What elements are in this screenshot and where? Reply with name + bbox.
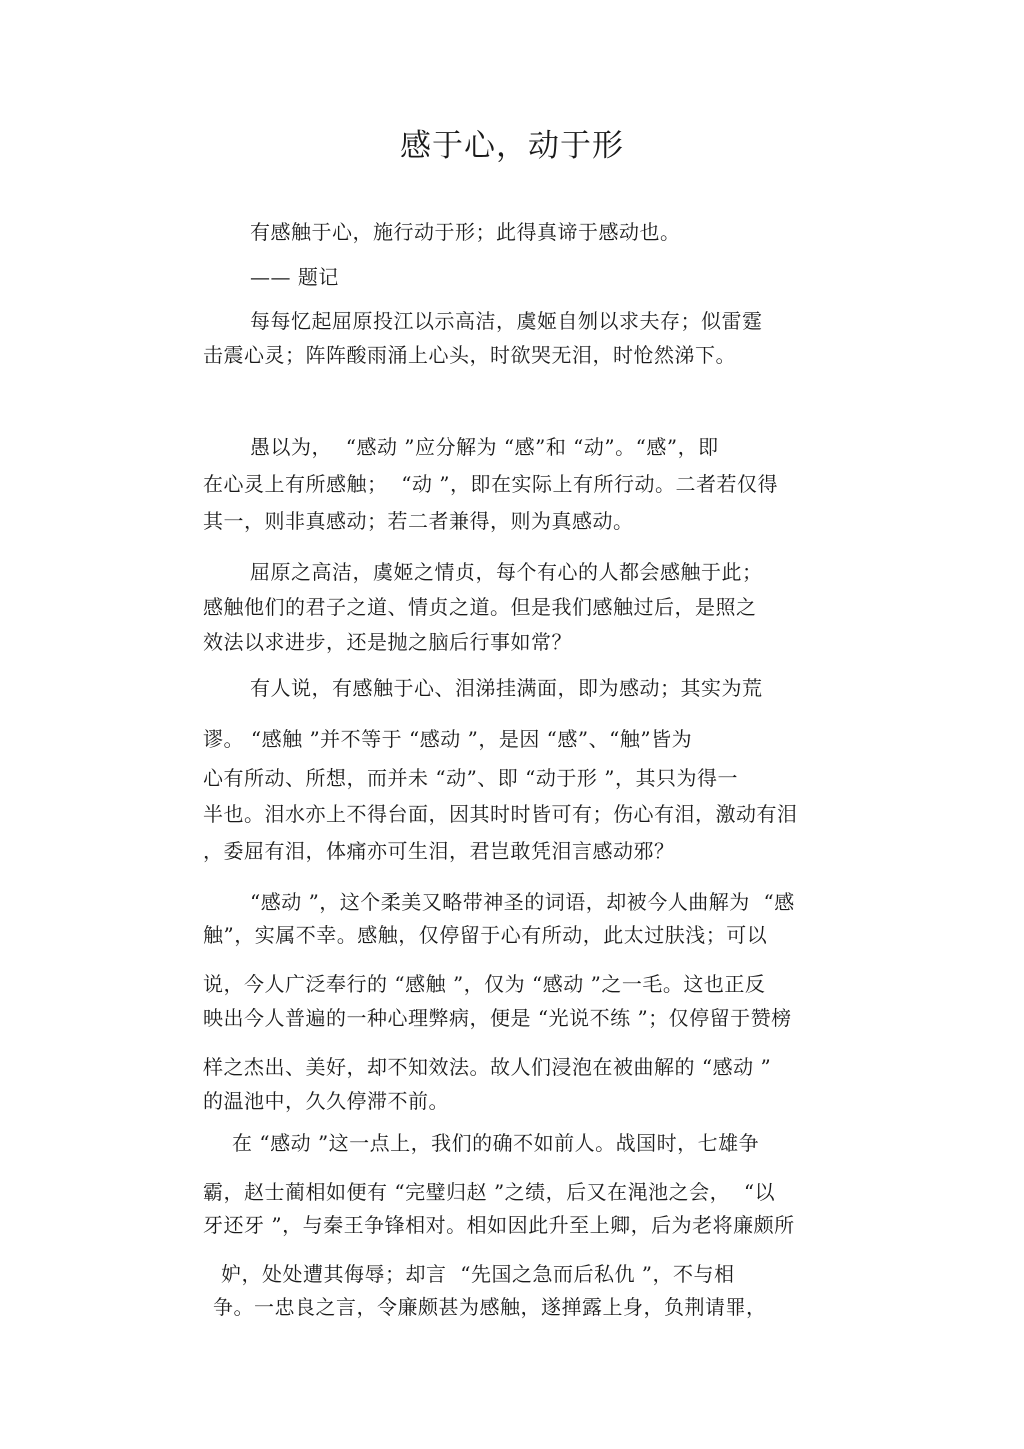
paragraph-line: 感触他们的君子之道、情贞之道。但是我们感触过后，是照之: [203, 595, 757, 619]
paragraph-line: 其一，则非真感动；若二者兼得，则为真感动。: [203, 509, 634, 533]
epigraph-line: 有感触于心，施行动于形；此得真谛于感动也。: [250, 220, 681, 244]
paragraph-line: 映出今人普遍的一种心理弊病，便是 “光说不练 ”；仅停留于赞榜: [203, 1006, 792, 1030]
paragraph-line: 说，今人广泛奉行的 “感触 ”，仅为 “感动 ”之一毛。这也正反: [203, 972, 766, 996]
paragraph-line: 效法以求进步，还是抛之脑后行事如常？: [203, 630, 572, 654]
paragraph-line: 愚以为， “感动 ”应分解为 “感”和 “动”。“感”，即: [250, 435, 719, 459]
paragraph-line: 争。一忠良之言，令廉颇甚为感触，遂掸露上身，负荆请罪，: [213, 1295, 767, 1319]
paragraph-line: “感动 ”，这个柔美又略带神圣的词语，却被今人曲解为 “感: [250, 890, 795, 914]
paragraph-line: 霸，赵士蔺相如便有 “完璧归赵 ”之绩，后又在渑池之会， “以: [203, 1180, 776, 1204]
paragraph-line: 样之杰出、美好，却不知效法。故人们浸泡在被曲解的 “感动 ”: [203, 1055, 772, 1079]
document-title: 感于心，动于形: [400, 128, 624, 164]
paragraph-line: 心有所动、所想，而并未 “动”、即 “动于形 ”，其只为得一: [203, 766, 738, 790]
paragraph-line: 每每忆起屈原投江以示高洁，虞姬自刎以求夫存；似雷霆: [250, 309, 763, 333]
paragraph-line: 触”，实属不幸。感触，仅停留于心有所动，此太过肤浅；可以: [203, 923, 768, 947]
epigraph-attribution: —— 题记: [250, 265, 339, 289]
paragraph-line: 谬。 “感触 ”并不等于 “感动 ”，是因 “感”、“触”皆为: [203, 727, 693, 751]
paragraph-line: 妒，处处遭其侮辱；却言 “先国之急而后私仇 ”，不与相: [221, 1262, 735, 1286]
paragraph-line: 击震心灵；阵阵酸雨涌上心头，时欲哭无泪，时怆然涕下。: [203, 343, 736, 367]
paragraph-line: 有人说，有感触于心、泪涕挂满面，即为感动；其实为荒: [250, 676, 763, 700]
paragraph-line: 的温池中，久久停滞不前。: [203, 1089, 449, 1113]
paragraph-line: 屈原之高洁，虞姬之情贞，每个有心的人都会感触于此；: [250, 560, 763, 584]
paragraph-line: 半也。泪水亦上不得台面，因其时时皆可有；伤心有泪，激动有泪: [203, 802, 798, 826]
paragraph-line: ，委屈有泪，体痛亦可生泪，君岂敢凭泪言感动邪？: [203, 839, 675, 863]
paragraph-line: 在 “感动 ”这一点上，我们的确不如前人。战国时，七雄争: [232, 1131, 760, 1155]
paragraph-line: 牙还牙 ”，与秦王争锋相对。相如因此升至上卿，后为老将廉颇所: [203, 1213, 795, 1237]
paragraph-line: 在心灵上有所感触； “动 ”，即在实际上有所行动。二者若仅得: [203, 472, 779, 496]
